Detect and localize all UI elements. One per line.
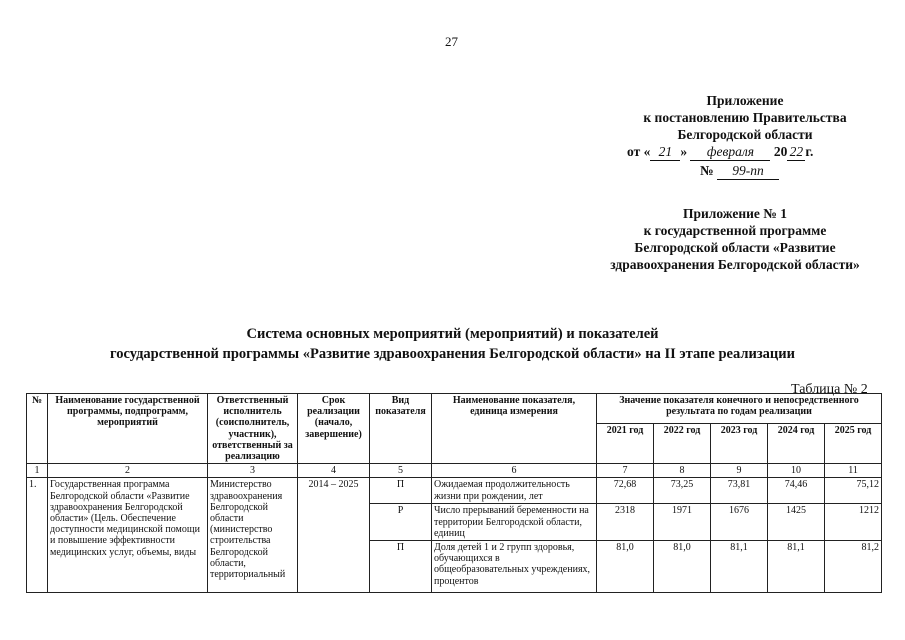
indicator-value: 74,46 bbox=[768, 478, 825, 504]
indicator-value: 1212 bbox=[825, 504, 882, 541]
header-year: 2023 год bbox=[711, 424, 768, 464]
column-index: 5 bbox=[370, 464, 432, 478]
appendix-line: Белгородской области bbox=[677, 127, 813, 142]
indicator-value: 73,25 bbox=[654, 478, 711, 504]
program-name: Государственная программа Белгородской области «Развитие здравоохранения Белгородской области» (Цель. Обеспечение доступности медицинской помощи и повышение эффективности медицинских услуг, объемы, виды bbox=[48, 478, 208, 593]
number-prefix: № bbox=[700, 163, 714, 178]
indicator-type: Р bbox=[370, 504, 432, 541]
date-year-suffix: 22 bbox=[787, 144, 805, 161]
title-line: Система основных мероприятий (мероприятий) и показателей bbox=[246, 326, 659, 342]
indicator-value: 81,1 bbox=[711, 541, 768, 593]
column-index: 9 bbox=[711, 464, 768, 478]
indicator-name: Ожидаемая продолжительность жизни при рождении, лет bbox=[432, 478, 597, 504]
column-index: 7 bbox=[597, 464, 654, 478]
table-label: Таблица № 2 bbox=[791, 382, 868, 397]
indicator-value: 72,68 bbox=[597, 478, 654, 504]
appendix-resolution-block bbox=[600, 92, 890, 143]
indicator-value: 2318 bbox=[597, 504, 654, 541]
indicator-value: 1676 bbox=[711, 504, 768, 541]
page-number: 27 bbox=[445, 34, 458, 49]
indicator-type: П bbox=[370, 478, 432, 504]
date-month: февраля bbox=[690, 144, 770, 161]
column-index: 2 bbox=[48, 464, 208, 478]
appendix-line: к постановлению Правительства bbox=[643, 110, 847, 125]
column-index: 6 bbox=[432, 464, 597, 478]
appendix-line: здравоохранения Белгородской области» bbox=[610, 257, 860, 272]
appendix-program-block bbox=[585, 205, 885, 273]
program-executor: Министерство здравоохранения Белгородской области (министерство строительства Белгородской области, территориальный bbox=[208, 478, 298, 593]
header-year: 2025 год bbox=[825, 424, 882, 464]
indicator-value: 1425 bbox=[768, 504, 825, 541]
column-index: 3 bbox=[208, 464, 298, 478]
resolution-number bbox=[700, 163, 779, 180]
header-year: 2022 год bbox=[654, 424, 711, 464]
date-year-prefix: 20 bbox=[773, 144, 788, 159]
column-index: 10 bbox=[768, 464, 825, 478]
appendix-title: Приложение № 1 bbox=[683, 206, 787, 221]
indicator-value: 81,1 bbox=[768, 541, 825, 593]
resolution-date bbox=[627, 144, 813, 161]
row-number: 1. bbox=[27, 478, 48, 593]
indicator-value: 81,2 bbox=[825, 541, 882, 593]
appendix-line: к государственной программе bbox=[643, 223, 827, 238]
indicator-value: 1971 bbox=[654, 504, 711, 541]
program-period: 2014 – 2025 bbox=[298, 478, 370, 593]
date-day: 21 bbox=[650, 144, 680, 161]
column-index: 11 bbox=[825, 464, 882, 478]
header-name: Наименование государственной программы, подпрограмм, мероприятий bbox=[48, 394, 208, 464]
indicators-table bbox=[26, 393, 882, 593]
indicator-value: 81,0 bbox=[654, 541, 711, 593]
indicator-type: П bbox=[370, 541, 432, 593]
column-index: 8 bbox=[654, 464, 711, 478]
header-year: 2024 год bbox=[768, 424, 825, 464]
document-title bbox=[0, 324, 905, 364]
date-suffix: г. bbox=[805, 144, 814, 159]
indicator-value: 75,12 bbox=[825, 478, 882, 504]
column-index: 1 bbox=[27, 464, 48, 478]
table-row bbox=[27, 478, 882, 504]
header-year: 2021 год bbox=[597, 424, 654, 464]
title-line: государственной программы «Развитие здравоохранения Белгородской области» на II этапе реализации bbox=[110, 346, 795, 362]
header-values-group: Значение показателя конечного и непосредственного результата по годам реализации bbox=[597, 394, 882, 424]
number-value: 99-пп bbox=[717, 163, 779, 180]
indicator-name: Доля детей 1 и 2 групп здоровья, обучающихся в общеобразовательных учреждениях, процентов bbox=[432, 541, 597, 593]
column-index: 4 bbox=[298, 464, 370, 478]
header-indicator: Наименование показателя, единица измерения bbox=[432, 394, 597, 464]
header-executor: Ответственный исполнитель (соисполнитель, участник), ответственный за реализацию bbox=[208, 394, 298, 464]
indicator-name: Число прерываний беременности на территории Белгородской области, единиц bbox=[432, 504, 597, 541]
date-prefix: от « bbox=[627, 144, 651, 159]
date-mid: » bbox=[680, 144, 688, 159]
header-period: Срок реализации (начало, завершение) bbox=[298, 394, 370, 464]
header-type: Вид показателя bbox=[370, 394, 432, 464]
appendix-title: Приложение bbox=[706, 93, 784, 108]
appendix-line: Белгородской области «Развитие bbox=[634, 240, 836, 255]
indicator-value: 81,0 bbox=[597, 541, 654, 593]
indicator-value: 73,81 bbox=[711, 478, 768, 504]
header-num: № bbox=[27, 394, 48, 464]
